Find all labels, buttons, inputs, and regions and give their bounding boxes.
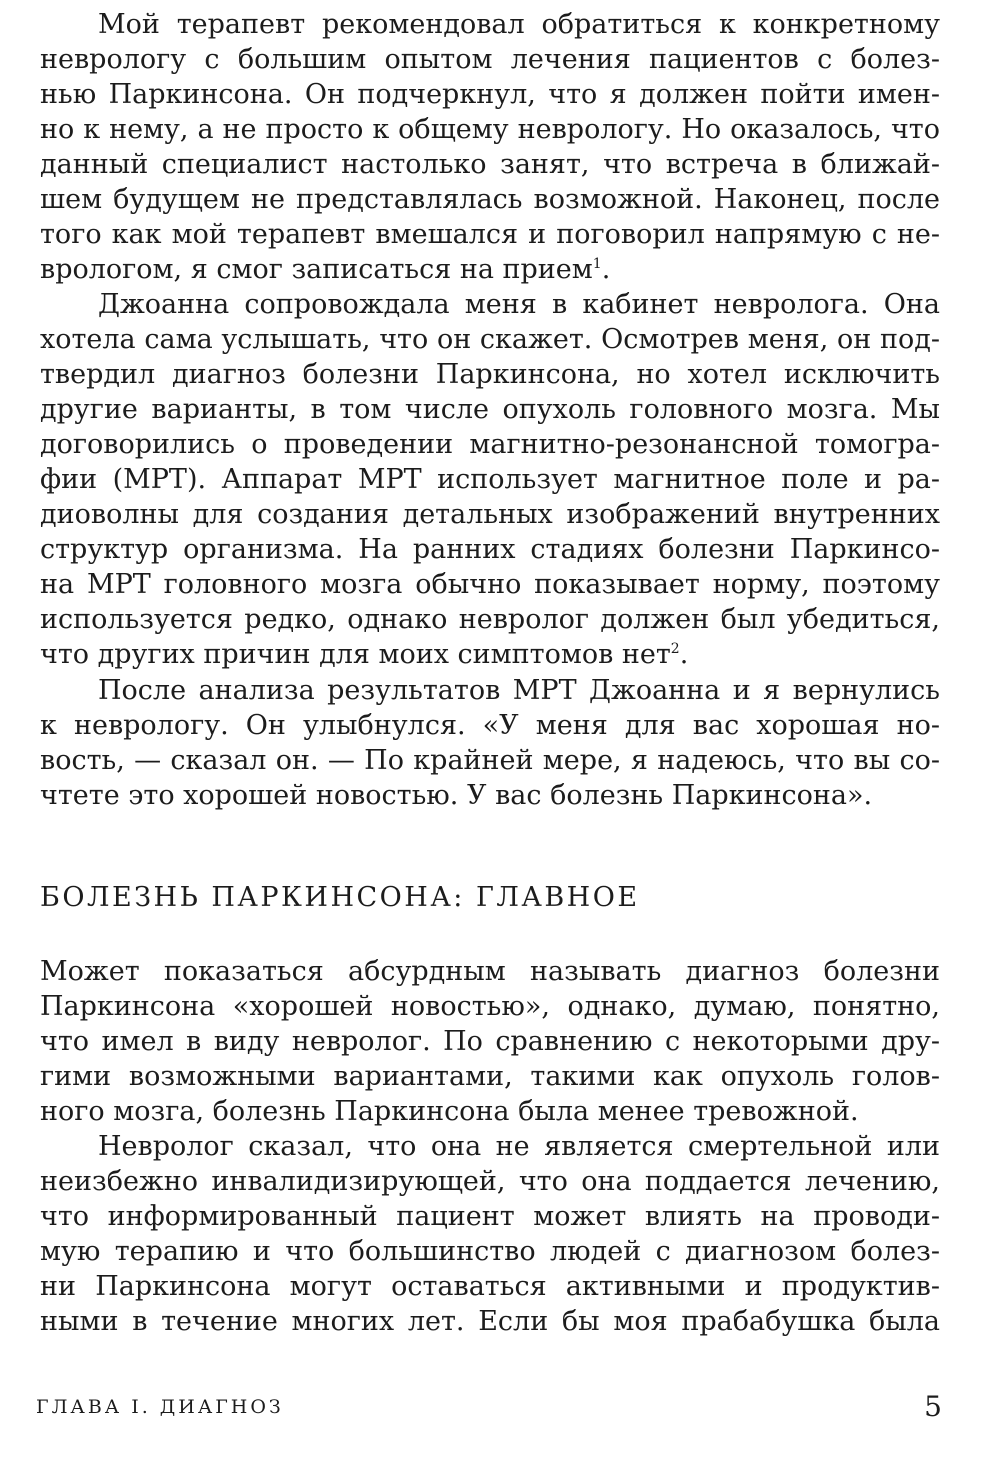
footnote-marker: 1: [592, 256, 602, 272]
text-line: того как мой терапевт вмешался и поговорил напрямую с не-: [40, 219, 940, 250]
text-line: Невролог сказал, что она не является смертельной или: [98, 1131, 940, 1162]
text-line: твердил диагноз болезни Паркинсона, но хотел исключить: [40, 359, 940, 390]
section-heading: БОЛЕЗНЬ ПАРКИНСОНА: ГЛАВНОЕ: [40, 882, 640, 913]
text-line: фии (МРТ). Аппарат МРТ использует магнитное поле и ра-: [40, 464, 940, 495]
running-footer-chapter: ГЛАВА I. ДИАГНОЗ: [36, 1396, 284, 1418]
text-line: После анализа результатов МРТ Джоанна и я вернулись: [98, 675, 940, 706]
text-line: неизбежно инвалидизирующей, что она поддается лечению,: [40, 1166, 940, 1197]
text-line-content: врологом, я смог записаться на прием: [40, 254, 593, 285]
text-line: вость, — сказал он. — По крайней мере, я надеюсь, что вы со-: [40, 745, 940, 776]
text-line: Джоанна сопровождала меня в кабинет невролога. Она: [98, 289, 940, 320]
page-number: 5: [924, 1390, 942, 1423]
text-line: данный специалист настолько занят, что встреча в ближай-: [40, 149, 940, 180]
text-line: шем будущем не представлялась возможной. Наконец, после: [40, 184, 940, 215]
text-line: диоволны для создания детальных изображений внутренних: [40, 499, 940, 530]
text-line: нью Паркинсона. Он подчеркнул, что я должен пойти имен-: [40, 79, 940, 110]
text-line: врологом, я смог записаться на прием$^1$.: [40, 254, 611, 285]
text-line: другие варианты, в том числе опухоль головного мозга. Мы: [40, 394, 940, 425]
text-line: ни Паркинсона могут оставаться активными и продуктив-: [40, 1271, 940, 1302]
text-line: мую терапию и что большинство людей с диагнозом болез-: [40, 1236, 940, 1267]
text-line: неврологу с большим опытом лечения пациентов с болез-: [40, 44, 940, 75]
text-line: Мой терапевт рекомендовал обратиться к конкретному: [98, 9, 940, 40]
text-line: что информированный пациент может влиять на проводи-: [40, 1201, 940, 1232]
text-line: но к нему, а не просто к общему неврологу. Но оказалось, что: [40, 114, 940, 145]
text-line: чтете это хорошей новостью. У вас болезнь Паркинсона».: [40, 780, 873, 811]
text-line: к неврологу. Он улыбнулся. «У меня для вас хорошая но-: [40, 710, 940, 741]
text-line: используется редко, однако невролог должен был убедиться,: [40, 604, 940, 635]
text-line: что других причин для моих симптомов нет$^2$.: [40, 639, 689, 670]
text-line: ными в течение многих лет. Если бы моя прабабушка была: [40, 1306, 940, 1337]
text-line: на МРТ головного мозга обычно показывает норму, поэтому: [40, 569, 940, 600]
text-line: хотела сама услышать, что он скажет. Осмотрев меня, он под-: [40, 324, 940, 355]
text-line: гими возможными вариантами, такими как опухоль голов-: [40, 1061, 940, 1092]
text-line-content: что других причин для моих симптомов нет: [40, 639, 671, 670]
text-line: что имел в виду невролог. По сравнению с некоторыми дру-: [40, 1026, 940, 1057]
text-line: договорились о проведении магнитно-резонансной томогра-: [40, 429, 940, 460]
text-line: Может показаться абсурдным называть диагноз болезни: [40, 956, 940, 987]
text-line: ного мозга, болезнь Паркинсона была менее тревожной.: [40, 1096, 859, 1127]
text-line: Паркинсона «хорошей новостью», однако, думаю, понятно,: [40, 991, 940, 1022]
footnote-marker: 2: [670, 641, 680, 657]
text-line: структур организма. На ранних стадиях болезни Паркинсо-: [40, 534, 940, 565]
